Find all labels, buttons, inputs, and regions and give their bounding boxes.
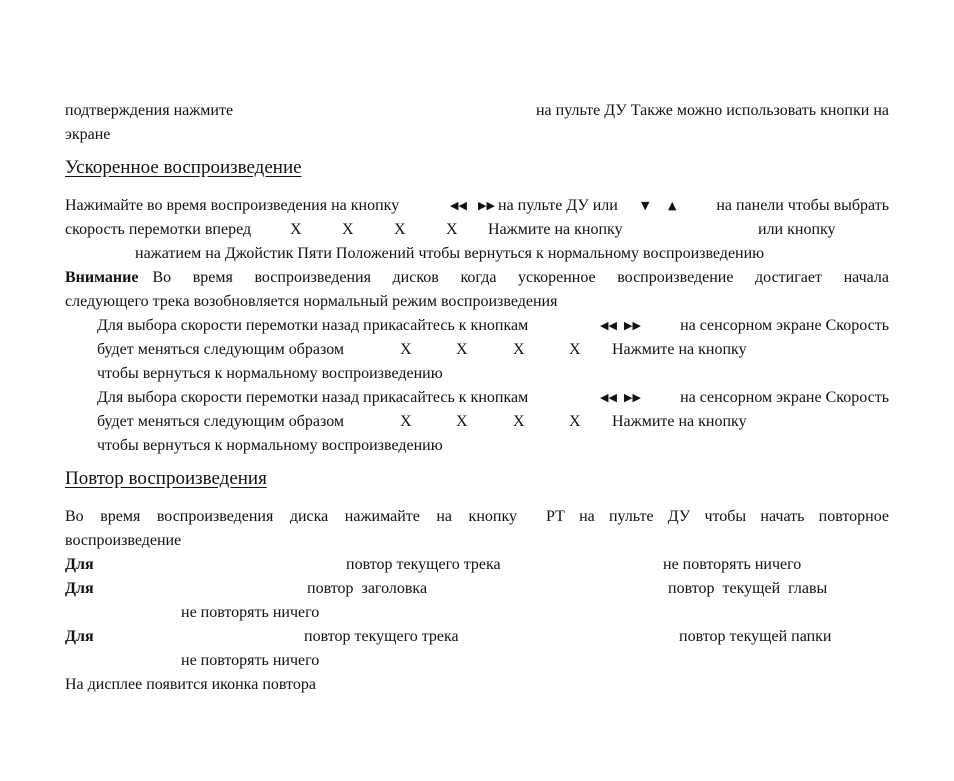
section-heading-repeat: Повтор воспроизведения (65, 468, 267, 489)
repeat-option: повтор текущего трека (346, 556, 501, 573)
text-line: На дисплее появится иконка повтора (65, 676, 316, 693)
arrow-down-icon: ▼ (641, 199, 650, 212)
note-text: Во время воспроизведения дисков когда ускоренное воспроизведение достигает начала (152, 269, 889, 286)
text-line: нажатием на Джойстик Пяти Положений чтобы вернуться к нормальному воспроизведению (135, 245, 765, 262)
text-line: будет меняться следующим образом (97, 341, 345, 358)
text-line: подтверждения нажмите (65, 102, 234, 119)
speed-x: X (456, 341, 468, 358)
repeat-option: повтор заголовка (307, 580, 428, 597)
repeat-option: повтор текущей главы (668, 580, 828, 597)
text-line: Для выбора скорости перемотки назад прикасайтесь к кнопкам (97, 317, 529, 334)
for-label: Для (65, 628, 94, 645)
text-line: Нажмите на кнопку (488, 221, 623, 238)
fast-forward-icon: ▶▶ (624, 319, 641, 332)
text-line: воспроизведение (65, 532, 182, 549)
repeat-option: повтор текущего трека (304, 628, 459, 645)
section-heading-fast-playback: Ускоренное воспроизведение (65, 157, 302, 178)
speed-x: X (290, 221, 302, 238)
text-line: Нажмите на кнопку (612, 413, 747, 430)
text-part: РТ на пульте ДУ чтобы начать повторное (546, 508, 889, 525)
text-line: будет меняться следующим образом (97, 413, 345, 430)
rewind-icon: ◀◀ (600, 391, 617, 404)
speed-x: X (513, 413, 525, 430)
rewind-icon: ◀◀ (450, 199, 467, 212)
fast-forward-icon: ▶▶ (478, 199, 495, 212)
repeat-option: не повторять ничего (181, 604, 320, 621)
text-line: скорость перемотки вперед (65, 221, 252, 238)
speed-x: X (456, 413, 468, 430)
text-line: Нажимайте во время воспроизведения на кнопку (65, 197, 400, 214)
text-line: на пульте ДУ или (498, 197, 618, 214)
repeat-option: не повторять ничего (181, 652, 320, 669)
speed-x: X (569, 413, 581, 430)
speed-x: X (400, 341, 412, 358)
text-line: чтобы вернуться к нормальному воспроизведению (97, 365, 443, 382)
for-label: Для (65, 580, 94, 597)
note-label: Внимание (65, 269, 139, 286)
text-line: чтобы вернуться к нормальному воспроизведению (97, 437, 443, 454)
fast-forward-icon: ▶▶ (624, 391, 641, 404)
text-line: экране (65, 126, 111, 143)
repeat-option: не повторять ничего (663, 556, 802, 573)
speed-x: X (446, 221, 458, 238)
repeat-option: повтор текущей папки (679, 628, 832, 645)
text-line: на пульте ДУ Также можно использовать кнопки на (535, 102, 889, 119)
text-line: Нажмите на кнопку (612, 341, 747, 358)
speed-x: X (342, 221, 354, 238)
speed-x: X (569, 341, 581, 358)
text-line: на сенсорном экране Скорость (680, 317, 889, 334)
text-line: или кнопку (758, 221, 836, 238)
rewind-icon: ◀◀ (600, 319, 617, 332)
text-line (65, 268, 889, 288)
text-line (65, 507, 889, 527)
text-line: Для выбора скорости перемотки назад прикасайтесь к кнопкам (97, 389, 529, 406)
for-label: Для (65, 556, 94, 573)
text-line: на панели чтобы выбрать (716, 197, 889, 214)
text-part: Во время воспроизведения диска нажимайте на кнопку (65, 508, 517, 525)
arrow-up-icon: ▲ (668, 199, 677, 212)
speed-x: X (513, 341, 525, 358)
speed-x: X (400, 413, 412, 430)
text-line: следующего трека возобновляется нормальный режим воспроизведения (65, 293, 558, 310)
text-line: на сенсорном экране Скорость (680, 389, 889, 406)
speed-x: X (394, 221, 406, 238)
